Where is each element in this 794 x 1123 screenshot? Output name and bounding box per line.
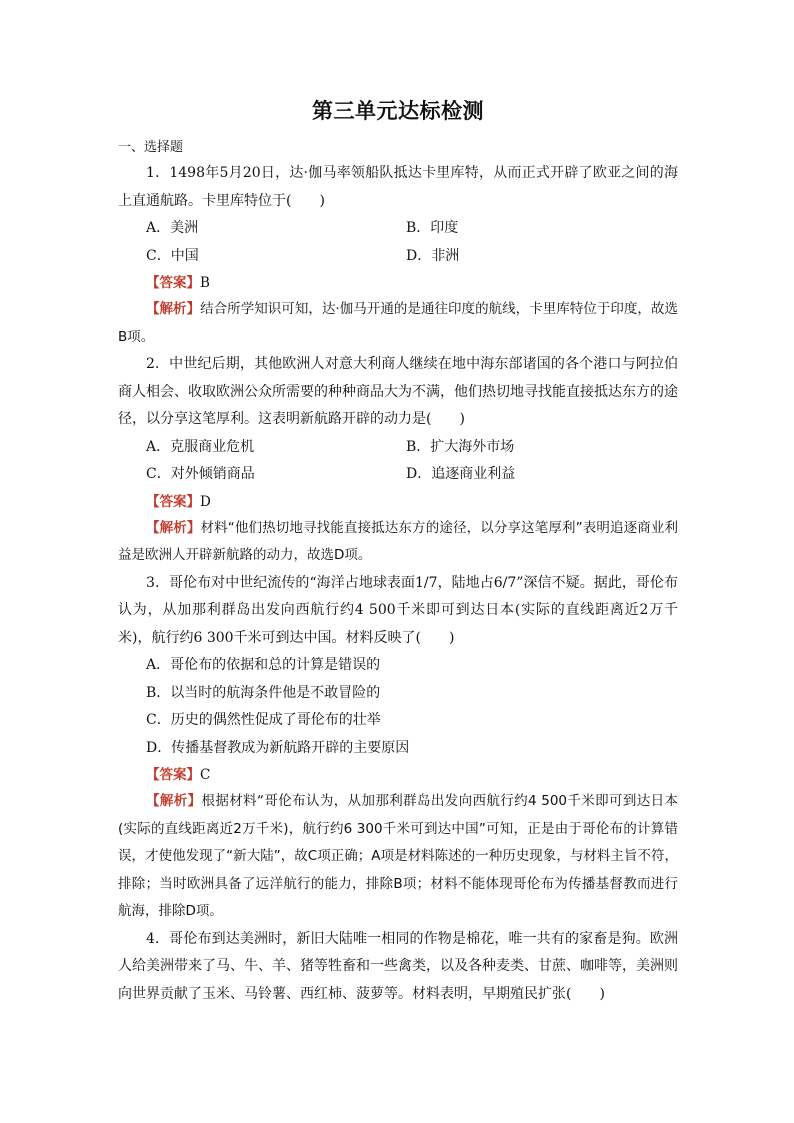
question-2-option-a: A．克服商业危机 xyxy=(146,438,255,455)
question-2-stem: 2．中世纪后期，其他欧洲人对意大利商人继续在地中海东部诸国的各个港口与阿拉伯商人相会、收取欧洲公众所需要的种种商品大为不满，他们热切地寻找能直接抵达东方的途径，以分享这笔厚利。这表明新航路开辟的动力是( ) xyxy=(118,356,678,427)
question-3-option-a: A．哥伦布的依据和总的计算是错误的 xyxy=(146,657,381,673)
answer-tag: 【答案】 xyxy=(146,493,200,510)
question-1-option-d: D．非洲 xyxy=(406,247,460,264)
explanation-text: 材料“他们热切地寻找能直接抵达东方的途径，以分享这笔厚利”表明追逐商业利益是欧洲人开辟新航路的动力，故选D项。 xyxy=(118,519,678,563)
question-1-answer xyxy=(118,270,678,296)
question-1-option-a: A．美洲 xyxy=(146,220,199,236)
question-3-option-d: D．传播基督教成为新航路开辟的主要原因 xyxy=(146,739,410,756)
question-2-options-row-2 xyxy=(118,461,678,489)
explanation-tag: 【解析】 xyxy=(146,301,201,317)
question-1-options-row-2 xyxy=(118,243,678,271)
explanation-tag: 【解析】 xyxy=(146,793,202,809)
answer-value: C xyxy=(200,767,211,783)
question-3-explanation xyxy=(118,788,678,926)
answer-value: D xyxy=(200,493,211,510)
question-2-explanation xyxy=(118,515,678,570)
answer-tag: 【答案】 xyxy=(146,767,200,783)
question-3-options xyxy=(118,652,678,762)
section-heading: 一、选择题 xyxy=(118,140,184,155)
page-title: 第三单元达标检测 xyxy=(312,99,484,123)
question-3-answer xyxy=(118,762,678,788)
question-3-option-b: B．以当时的航海条件他是不敢冒险的 xyxy=(146,684,381,701)
question-3-option-c: C．历史的偶然性促成了哥伦布的壮举 xyxy=(146,712,381,728)
explanation-text: 结合所学知识可知，达·伽马开通的是通往印度的航线，卡里库特位于印度，故选B项。 xyxy=(118,301,678,345)
question-2-answer xyxy=(118,489,678,515)
question-2-options-row-1 xyxy=(118,434,678,462)
question-1-option-b: B．印度 xyxy=(406,220,459,236)
question-2-option-d: D．追逐商业利益 xyxy=(406,466,516,482)
question-2-option-c: C．对外倾销商品 xyxy=(146,466,255,482)
explanation-tag: 【解析】 xyxy=(146,519,201,536)
question-1-options-row-1 xyxy=(118,215,678,243)
question-2-option-b: B．扩大海外市场 xyxy=(406,438,515,455)
question-4-stem: 4．哥伦布到达美洲时，新旧大陆唯一相同的作物是棉花，唯一共有的家畜是狗。欧洲人给美洲带来了马、牛、羊、猪等牲畜和一些禽类，以及各种麦类、甘蔗、咖啡等，美洲则向世界贡献了玉米、马铃薯、西红柿、菠萝等。材料表明，早期殖民扩张( ) xyxy=(118,930,678,1002)
answer-value: B xyxy=(200,275,210,291)
question-2-options xyxy=(118,434,678,489)
question-1-option-c: C．中国 xyxy=(146,247,199,264)
question-1-options xyxy=(118,215,678,270)
document-content xyxy=(118,96,678,1008)
question-3-stem: 3．哥伦布对中世纪流传的“海洋占地球表面1/7，陆地占6/7”深信不疑。据此，哥伦布认为，从加那利群岛出发向西航行约4 500千米即可到达日本(实际的直线距离近2万千米)，航行约6 300千米可到达中国。材料反映了( ) xyxy=(118,574,678,646)
explanation-text: 根据材料“哥伦布认为，从加那利群岛出发向西航行约4 500千米即可到达日本(实际的直线距离近2万千米)，航行约6 300千米可到达中国”可知，正是由于哥伦布的计算错误，才使他发现了“新大陆”，故C项正确；A项是材料陈述的一种历史现象，与材料主旨不符，排除；当时欧洲具备了远洋航行的能力，排除B项；材料不能体现哥伦布为传播基督教而进行航海，排除D项。 xyxy=(118,793,678,919)
question-1-stem: 1．1498年5月20日，达·伽马率领船队抵达卡里库特，从而正式开辟了欧亚之间的海上直通航路。卡里库特位于( ) xyxy=(118,165,678,209)
question-1-explanation xyxy=(118,296,678,351)
answer-tag: 【答案】 xyxy=(146,275,200,291)
